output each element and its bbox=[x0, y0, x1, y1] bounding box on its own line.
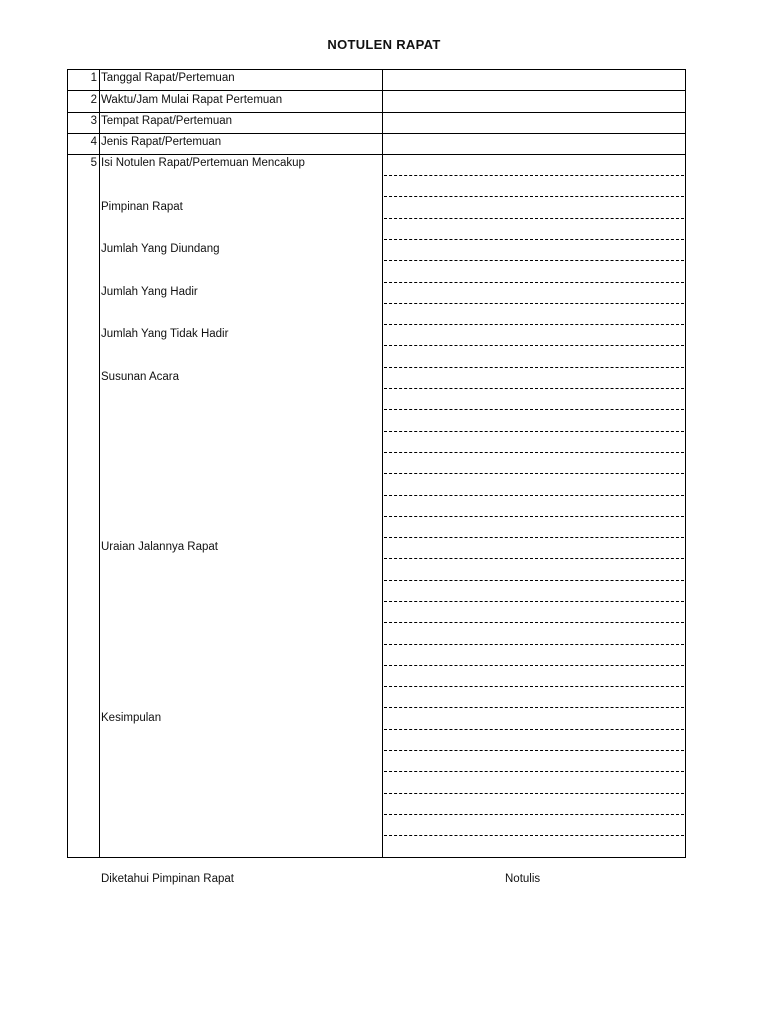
writing-line bbox=[384, 686, 684, 687]
row-divider bbox=[67, 90, 686, 91]
writing-line bbox=[384, 303, 684, 304]
writing-line bbox=[384, 260, 684, 261]
footer-approval-label: Diketahui Pimpinan Rapat bbox=[101, 873, 234, 885]
writing-line bbox=[384, 218, 684, 219]
table-divider-number bbox=[99, 69, 100, 858]
row-number: 2 bbox=[90, 94, 97, 106]
footer-notulis-label: Notulis bbox=[505, 873, 541, 885]
sub-item-label: Jumlah Yang Diundang bbox=[101, 243, 220, 255]
writing-line bbox=[384, 644, 684, 645]
writing-line bbox=[384, 580, 684, 581]
row-divider bbox=[67, 112, 686, 113]
row-number: 4 bbox=[90, 136, 97, 148]
writing-line bbox=[384, 835, 684, 836]
writing-line bbox=[384, 516, 684, 517]
writing-line bbox=[384, 239, 684, 240]
writing-line bbox=[384, 345, 684, 346]
writing-line bbox=[384, 622, 684, 623]
row-divider bbox=[67, 133, 686, 134]
writing-line bbox=[384, 452, 684, 453]
writing-line bbox=[384, 367, 684, 368]
writing-line bbox=[384, 196, 684, 197]
sub-item-label: Jumlah Yang Hadir bbox=[101, 286, 198, 298]
writing-line bbox=[384, 431, 684, 432]
writing-line bbox=[384, 814, 684, 815]
sub-item-label: Pimpinan Rapat bbox=[101, 201, 183, 213]
writing-line bbox=[384, 558, 684, 559]
writing-line bbox=[384, 282, 684, 283]
row-number: 3 bbox=[90, 115, 97, 127]
sub-item-label: Uraian Jalannya Rapat bbox=[101, 541, 218, 553]
writing-line bbox=[384, 665, 684, 666]
document-title: NOTULEN RAPAT bbox=[327, 37, 441, 52]
writing-line bbox=[384, 729, 684, 730]
row-label: Tempat Rapat/Pertemuan bbox=[101, 115, 233, 127]
sub-item-label: Jumlah Yang Tidak Hadir bbox=[101, 328, 229, 340]
sub-item-label: Susunan Acara bbox=[101, 371, 180, 383]
writing-line bbox=[384, 495, 684, 496]
writing-line bbox=[384, 324, 684, 325]
writing-line bbox=[384, 473, 684, 474]
writing-line bbox=[384, 707, 684, 708]
writing-line bbox=[384, 409, 684, 410]
writing-line bbox=[384, 793, 684, 794]
writing-line bbox=[384, 601, 684, 602]
table-border-top bbox=[67, 69, 686, 70]
table-border-left bbox=[67, 69, 68, 858]
sub-item-label: Kesimpulan bbox=[101, 712, 162, 724]
writing-line bbox=[384, 175, 684, 176]
row-label: Waktu/Jam Mulai Rapat Pertemuan bbox=[101, 94, 283, 106]
table-border-bottom bbox=[67, 857, 686, 858]
row-number: 5 bbox=[90, 157, 97, 169]
row-label: Jenis Rapat/Pertemuan bbox=[101, 136, 222, 148]
writing-line bbox=[384, 771, 684, 772]
table-border-right bbox=[685, 69, 686, 858]
writing-line bbox=[384, 388, 684, 389]
table-divider-value bbox=[382, 69, 383, 858]
row-divider bbox=[67, 154, 686, 155]
writing-line bbox=[384, 750, 684, 751]
writing-line bbox=[384, 537, 684, 538]
row-label: Isi Notulen Rapat/Pertemuan Mencakup bbox=[101, 157, 305, 169]
row-number: 1 bbox=[90, 72, 97, 84]
row-label: Tanggal Rapat/Pertemuan bbox=[101, 72, 235, 84]
